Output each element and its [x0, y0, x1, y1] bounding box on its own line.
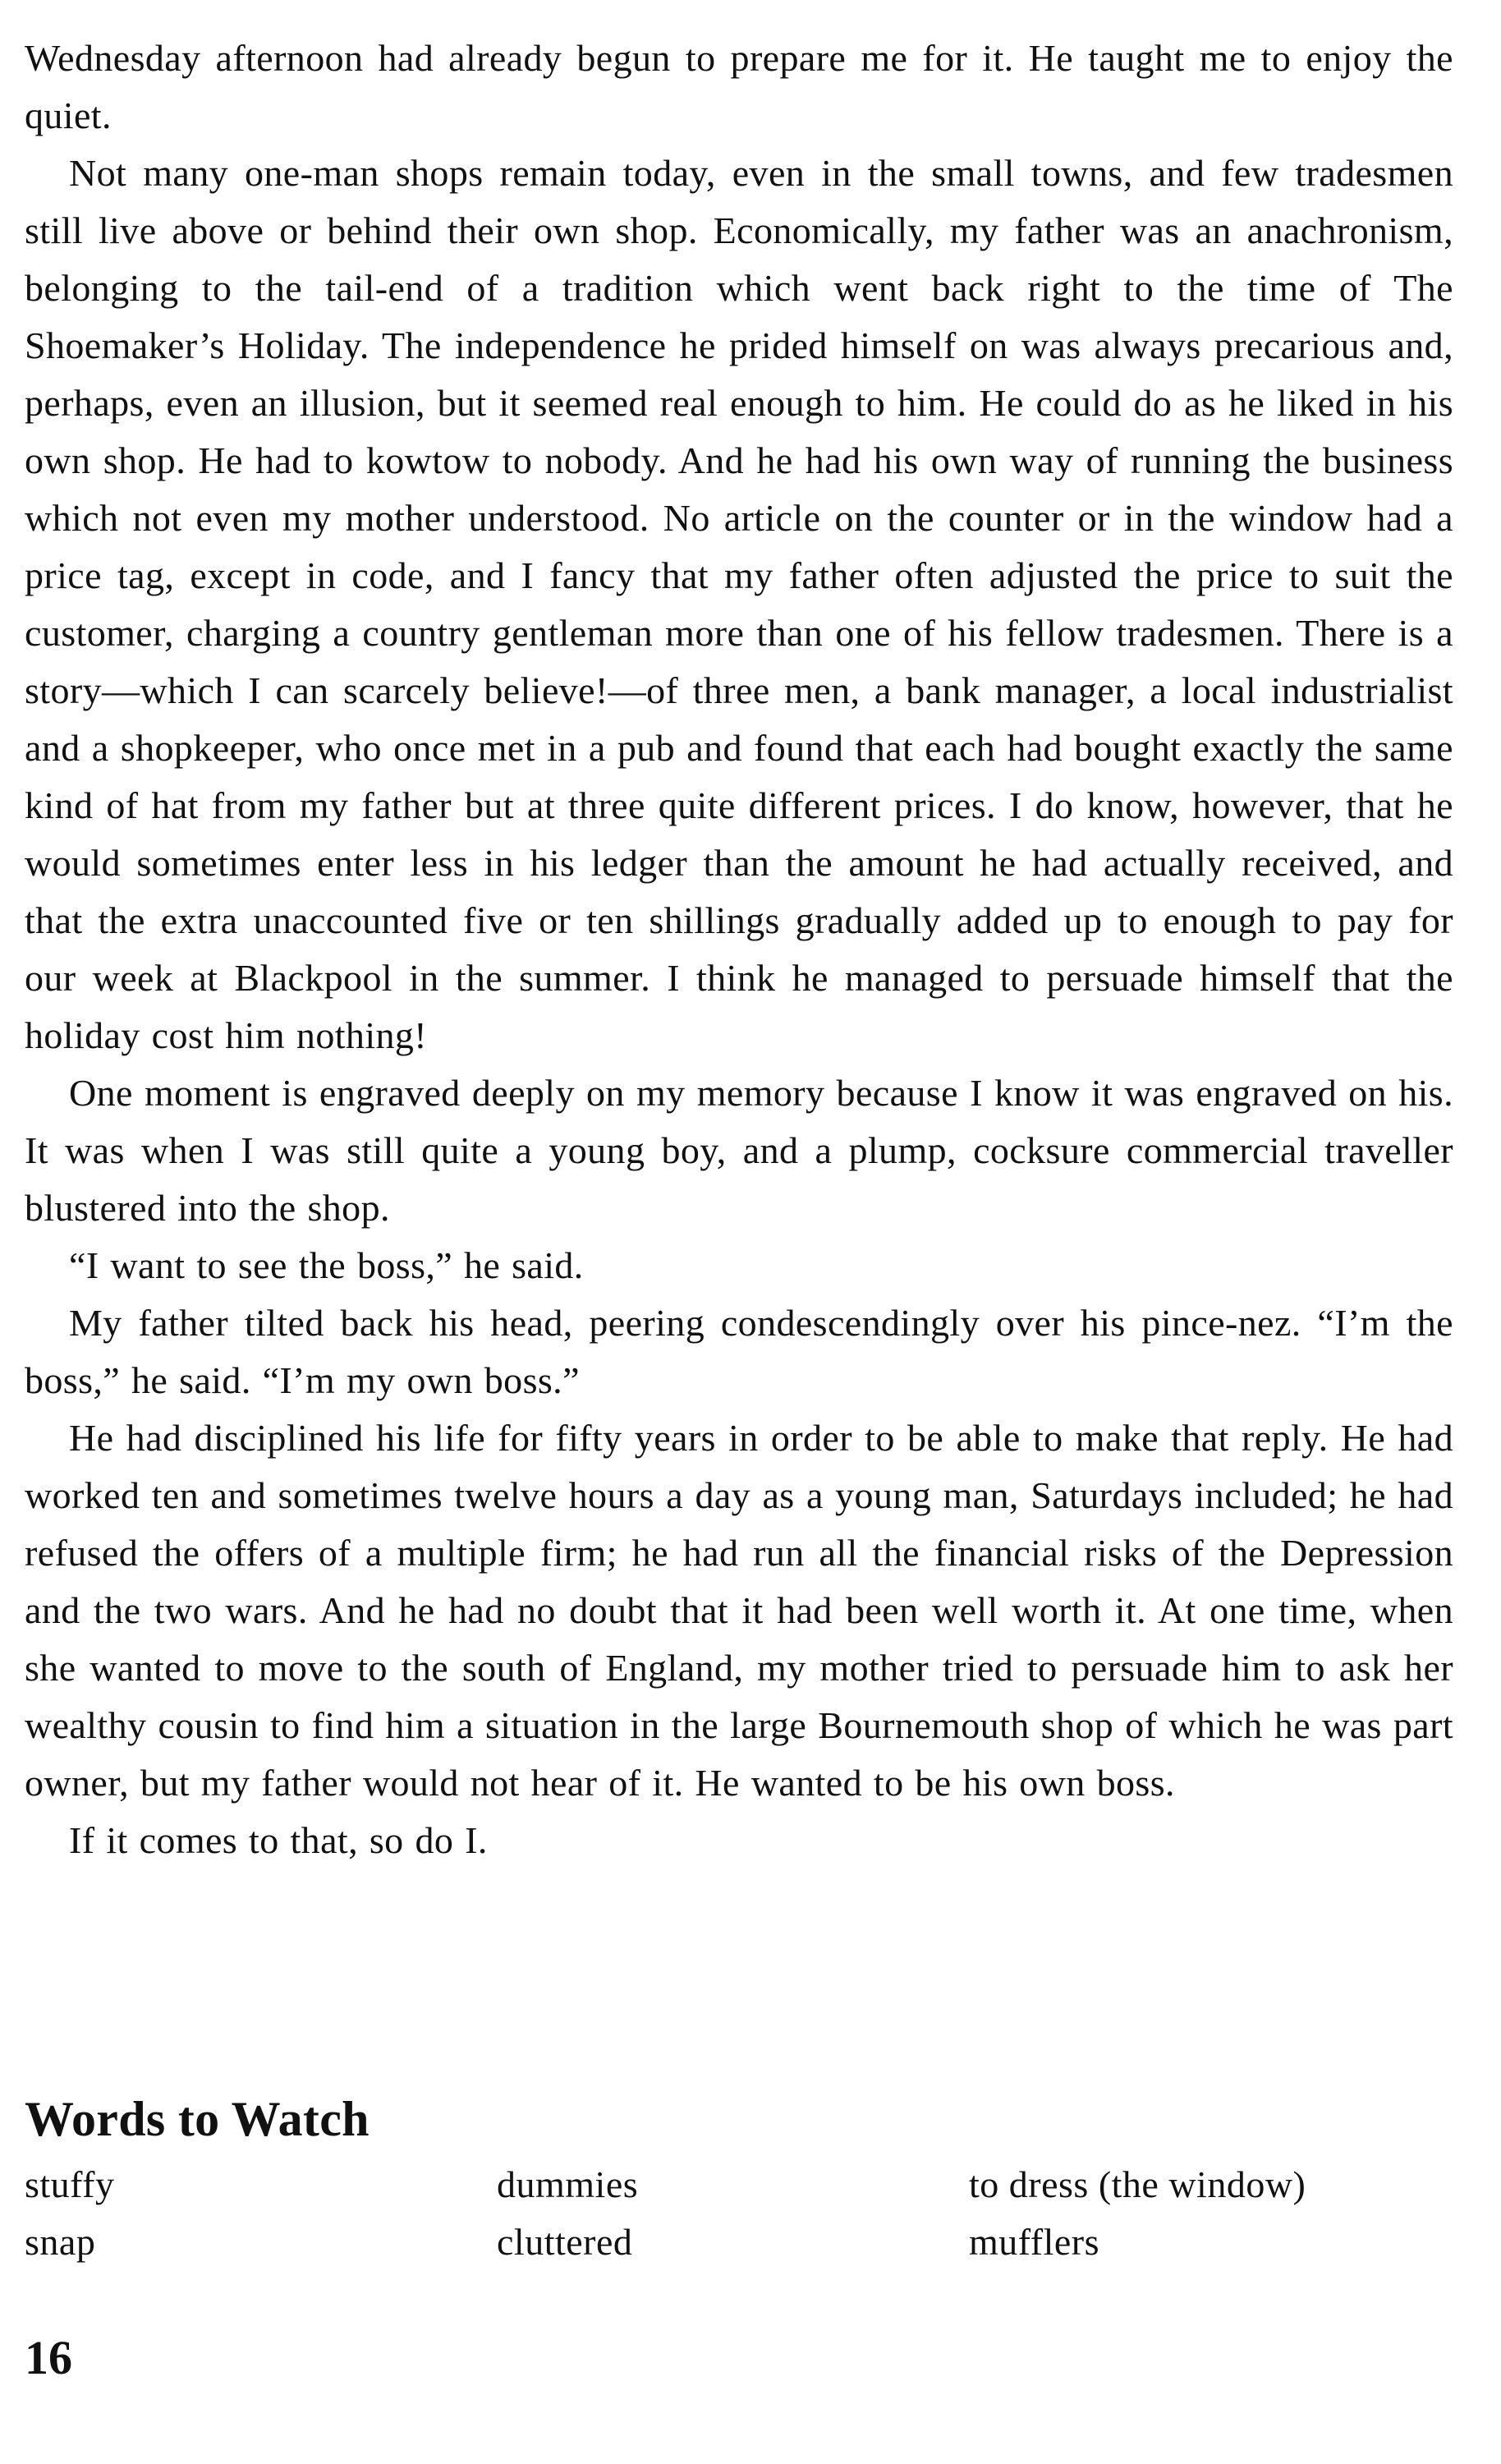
vocab-word: mufflers — [969, 2221, 1100, 2263]
body-text — [25, 30, 1453, 1869]
vocab-word: dummies — [497, 2163, 639, 2205]
vocab-word: cluttered — [497, 2221, 633, 2263]
words-to-watch-list — [25, 2156, 1453, 2271]
vocab-word: stuffy — [25, 2163, 115, 2205]
words-to-watch-heading: Words to Watch — [25, 2092, 370, 2146]
vocab-word: to dress (the window) — [969, 2163, 1306, 2205]
page-number: 16 — [25, 2331, 72, 2384]
vocab-word: snap — [25, 2221, 96, 2263]
paragraph-father-reply: My father tilted back his head, peering condescendingly over his pince-nez. “I’m the boss,” he said. “I’m my own boss.” — [25, 1302, 1453, 1401]
paragraph-one-man-shops: Not many one-man shops remain today, even in the small towns, and few tradesmen still live above or behind their own shop. Economically, my father was an anachronism, belonging to the tail-end of a tradition which went back right to the time of The Shoemaker’s Holiday. The independence he prided himself on was always precarious and, perhaps, even an illusion, but it seemed real enough to him. He could do as he liked in his own shop. He had to kowtow to nobody. And he had his own way of running the business which not even my mother understood. No article on the counter or in the window had a price tag, except in code, and I fancy that my father often adjusted the price to suit the customer, charging a country gentleman more than one of his fellow tradesmen. There is a story—which I can scarcely believe!—of three men, a bank manager, a local industrialist and a shopkeeper, who once met in a pub and found that each had bought exactly the same kind of hat from my father but at three quite different prices. I do know, however, that he would sometimes enter less in his ledger than the amount he had actually received, and that the extra unaccounted five or ten shillings gradually added up to enough to pay for our week at Blackpool in the summer. I think he managed to persuade himself that the holiday cost him nothing! — [25, 152, 1453, 1056]
paragraph-engraved-moment: One moment is engraved deeply on my memory because I know it was engraved on his. It was when I was still quite a young boy, and a plump, cocksure commercial traveller blustered into the shop. — [25, 1072, 1453, 1229]
paragraph-disciplined-life: He had disciplined his life for fifty years in order to be able to make that reply. He had worked ten and sometimes twelve hours a day as a young man, Saturdays included; he had refused the offers of a multiple firm; he had run all the financial risks of the Depression and the two wars. And he had no doubt that it had been well worth it. At one time, when she wanted to move to the south of England, my mother tried to persuade him to ask her wealthy cousin to find him a situation in the large Bournemouth shop of which he was part owner, but my father would not hear of it. He wanted to be his own boss. — [25, 1417, 1453, 1804]
paragraph-continuation: Wednesday afternoon had already begun to prepare me for it. He taught me to enjoy the quiet. — [25, 37, 1453, 136]
paragraph-traveller-quote: “I want to see the boss,” he said. — [69, 1244, 584, 1286]
paragraph-closing: If it comes to that, so do I. — [69, 1819, 488, 1861]
